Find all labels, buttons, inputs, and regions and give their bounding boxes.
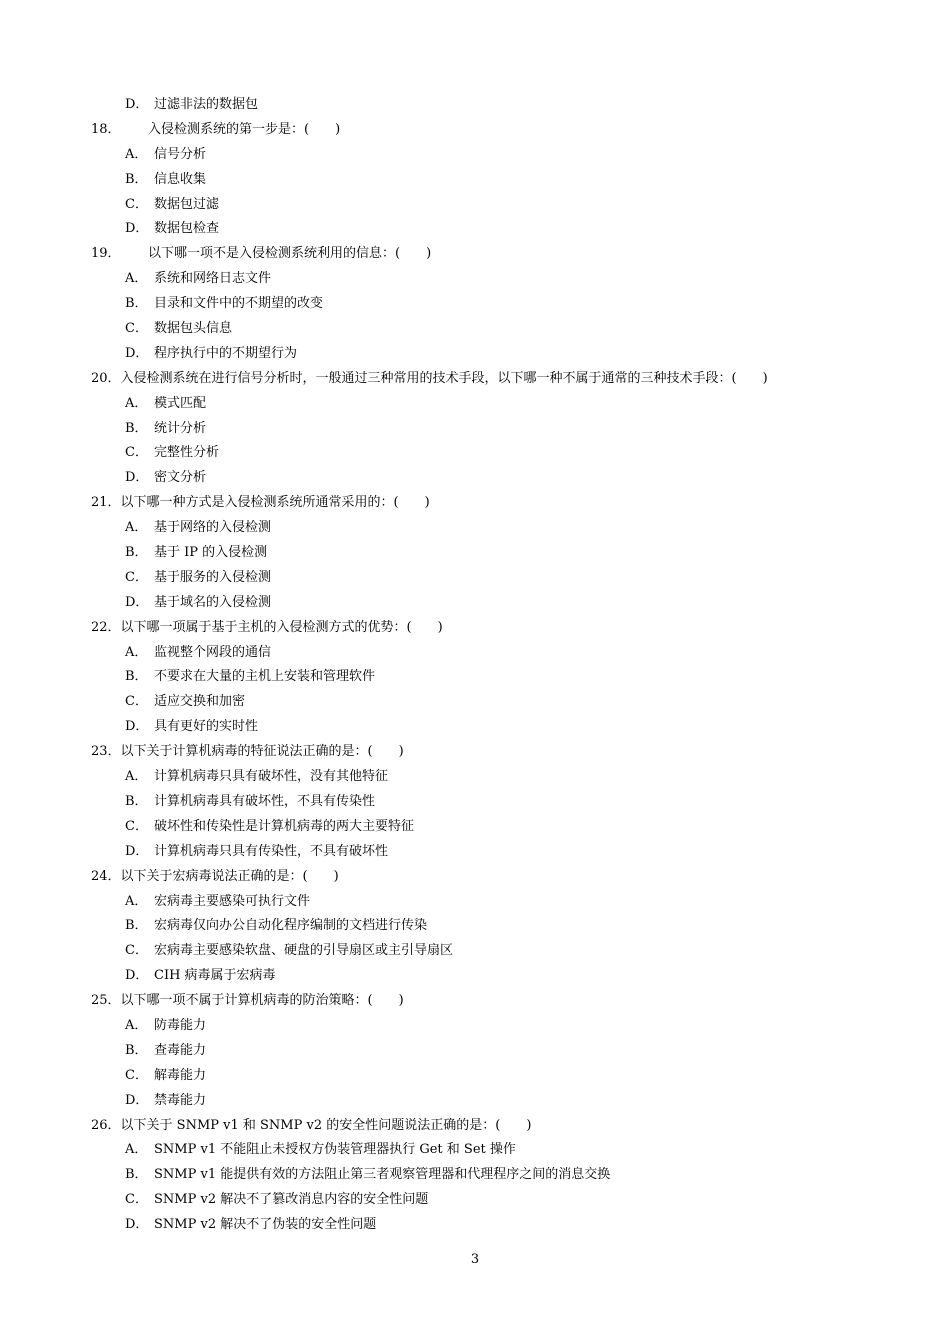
option-line (0, 541, 950, 566)
question-line (0, 242, 950, 267)
question-number: 26． (91, 1117, 121, 1133)
option-line (0, 516, 950, 541)
option-line (0, 1138, 950, 1163)
option-text: 统计分析 (154, 420, 207, 436)
question-number: 21． (91, 495, 121, 511)
option-text: 解毒能力 (154, 1067, 207, 1083)
option-line (0, 392, 950, 417)
page-number: 3 (470, 1252, 480, 1267)
option-line (0, 93, 950, 118)
question-text: 以下关于计算机病毒的特征说法正确的是：( ) (120, 744, 404, 760)
option-text: 计算机病毒只具有传染性，不具有破坏性 (154, 843, 389, 859)
option-text: 宏病毒仅向办公自动化程序编制的文档进行传染 (154, 918, 428, 934)
option-letter: D． (125, 594, 149, 610)
question-text: 以下哪一项不是入侵检测系统利用的信息：( ) (148, 246, 432, 262)
option-letter: B． (125, 793, 148, 809)
option-letter: A． (125, 520, 148, 536)
option-line (0, 690, 950, 715)
option-letter: D． (125, 968, 149, 984)
question-text: 以下哪一种方式是入侵检测系统所通常采用的：( ) (120, 495, 430, 511)
option-letter: D． (125, 843, 149, 859)
option-text: 密文分析 (154, 470, 207, 486)
option-text: 数据包头信息 (154, 321, 233, 337)
question-line (0, 118, 950, 143)
option-letter: A． (125, 1017, 148, 1033)
option-letter: B． (125, 1042, 148, 1058)
option-text: 宏病毒主要感染软盘、硬盘的引导扇区或主引导扇区 (154, 943, 454, 959)
question-number: 22． (91, 619, 121, 635)
option-line (0, 317, 950, 342)
option-text: 基于网络的入侵检测 (154, 520, 272, 536)
option-line (0, 665, 950, 690)
option-text: SNMP v1 不能阻止未授权方伪装管理器执行 Get 和 Set 操作 (154, 1142, 516, 1158)
option-letter: B． (125, 545, 148, 561)
option-letter: B． (125, 669, 148, 685)
option-letter: C． (125, 445, 148, 461)
option-line (0, 914, 950, 939)
option-text: 不要求在大量的主机上安装和管理软件 (154, 669, 376, 685)
option-letter: C． (125, 694, 148, 710)
option-text: 信息收集 (154, 171, 207, 187)
option-text: 基于 IP 的入侵检测 (154, 545, 268, 561)
option-text: 破坏性和传染性是计算机病毒的两大主要特征 (154, 818, 415, 834)
option-line (0, 641, 950, 666)
question-number: 18． (91, 121, 121, 137)
question-text: 以下关于宏病毒说法正确的是：( ) (120, 868, 339, 884)
option-letter: B． (125, 296, 148, 312)
option-letter: A． (125, 1142, 148, 1158)
option-line (0, 1188, 950, 1213)
question-number: 24． (91, 868, 121, 884)
option-line (0, 1089, 950, 1114)
option-letter: D． (125, 97, 149, 112)
option-text: SNMP v2 解决不了伪装的安全性问题 (154, 1217, 377, 1233)
option-text: 信号分析 (154, 146, 207, 162)
option-line (0, 342, 950, 367)
option-line (0, 267, 950, 292)
option-letter: D． (125, 1092, 149, 1108)
option-line (0, 964, 950, 989)
question-text: 以下哪一项属于基于主机的入侵检测方式的优势：( ) (120, 619, 443, 635)
option-line (0, 566, 950, 591)
option-letter: C． (125, 196, 148, 212)
option-text: 过滤非法的数据包 (154, 97, 259, 112)
option-letter: D． (125, 221, 149, 237)
option-line (0, 815, 950, 840)
option-text: 完整性分析 (154, 445, 220, 461)
question-text: 以下哪一项不属于计算机病毒的防治策略：( ) (120, 993, 404, 1009)
option-letter: A． (125, 395, 148, 411)
option-text: 计算机病毒只具有破坏性，没有其他特征 (154, 769, 389, 785)
option-line (0, 143, 950, 168)
option-text: 目录和文件中的不期望的改变 (154, 296, 324, 312)
option-letter: D． (125, 719, 149, 735)
option-text: 查毒能力 (154, 1042, 207, 1058)
option-line (0, 939, 950, 964)
option-text: 宏病毒主要感染可执行文件 (154, 893, 311, 909)
option-letter: B． (125, 918, 148, 934)
question-line (0, 1114, 950, 1139)
option-text: 禁毒能力 (154, 1092, 207, 1108)
option-letter: B． (125, 171, 148, 187)
option-text: 数据包过滤 (154, 196, 220, 212)
option-line (0, 1014, 950, 1039)
question-number: 19． (91, 246, 121, 262)
option-text: 系统和网络日志文件 (154, 271, 272, 287)
option-line (0, 715, 950, 740)
option-letter: A． (125, 769, 148, 785)
option-text: 基于服务的入侵检测 (154, 569, 272, 585)
option-text: 具有更好的实时性 (154, 719, 259, 735)
question-text: 入侵检测系统在进行信号分析时，一般通过三种常用的技术手段，以下哪一种不属于通常的三种技术手段：( ) (120, 370, 768, 386)
option-letter: C． (125, 1067, 148, 1083)
option-text: 适应交换和加密 (154, 694, 246, 710)
option-line (0, 1064, 950, 1089)
option-text: 监视整个网段的通信 (154, 644, 272, 660)
option-text: 基于域名的入侵检测 (154, 594, 272, 610)
question-text: 以下关于 SNMP v1 和 SNMP v2 的安全性问题说法正确的是：( ) (120, 1117, 532, 1133)
question-list (0, 93, 950, 1238)
option-line (0, 591, 950, 616)
question-line (0, 740, 950, 765)
option-line (0, 193, 950, 218)
option-line (0, 890, 950, 915)
option-line (0, 466, 950, 491)
question-line (0, 865, 950, 890)
option-letter: A． (125, 644, 148, 660)
option-letter: C． (125, 321, 148, 337)
option-text: 程序执行中的不期望行为 (154, 345, 298, 361)
option-letter: B． (125, 1167, 148, 1183)
question-line (0, 367, 950, 392)
option-letter: C． (125, 818, 148, 834)
option-letter: C． (125, 943, 148, 959)
question-number: 23． (91, 744, 121, 760)
option-letter: C． (125, 1192, 148, 1208)
question-number: 25． (91, 993, 121, 1009)
option-letter: D． (125, 345, 149, 361)
question-number: 20． (91, 370, 121, 386)
option-line (0, 217, 950, 242)
question-text: 入侵检测系统的第一步是：( ) (148, 121, 341, 137)
option-line (0, 1039, 950, 1064)
option-line (0, 441, 950, 466)
option-letter: B． (125, 420, 148, 436)
option-line (0, 1163, 950, 1188)
option-line (0, 168, 950, 193)
option-letter: A． (125, 893, 148, 909)
option-letter: D． (125, 1217, 149, 1233)
option-text: 数据包检查 (154, 221, 220, 237)
option-line (0, 790, 950, 815)
option-text: 计算机病毒具有破坏性，不具有传染性 (154, 793, 376, 809)
option-letter: A． (125, 271, 148, 287)
question-line (0, 616, 950, 641)
option-letter: C． (125, 569, 148, 585)
option-line (0, 417, 950, 442)
option-text: CIH 病毒属于宏病毒 (154, 968, 276, 984)
option-text: 防毒能力 (154, 1017, 207, 1033)
question-line (0, 989, 950, 1014)
option-text: SNMP v1 能提供有效的方法阻止第三者观察管理器和代理程序之间的消息交换 (154, 1167, 611, 1183)
option-text: 模式匹配 (154, 395, 207, 411)
option-letter: A． (125, 146, 148, 162)
option-line (0, 765, 950, 790)
option-letter: D． (125, 470, 149, 486)
option-text: SNMP v2 解决不了篡改消息内容的安全性问题 (154, 1192, 429, 1208)
option-line (0, 840, 950, 865)
option-line (0, 1213, 950, 1238)
question-line (0, 491, 950, 516)
option-line (0, 292, 950, 317)
